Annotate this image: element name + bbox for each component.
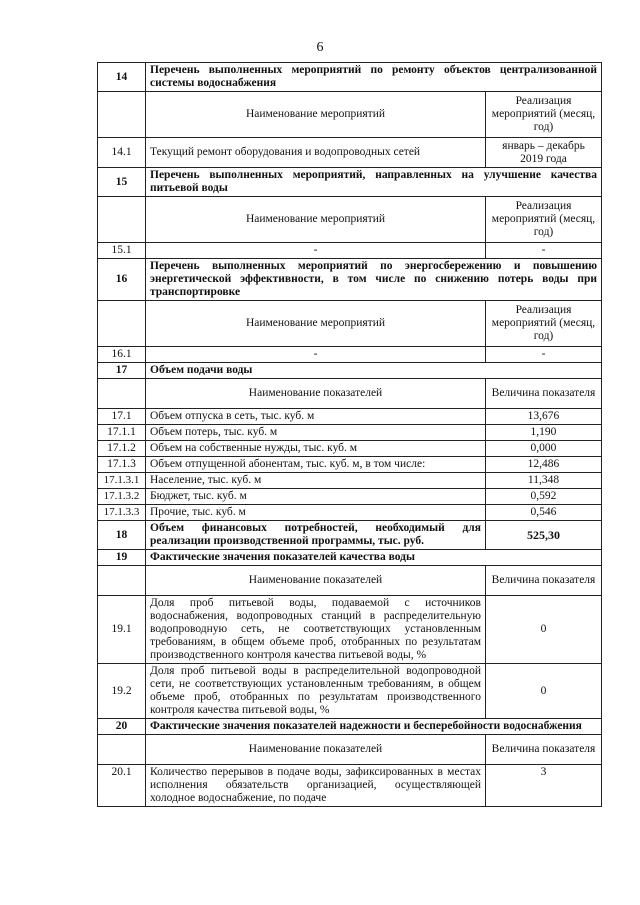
row-value: январь – декабрь 2019 года xyxy=(485,138,601,168)
empty-cell xyxy=(98,197,146,243)
row-number: 20.1 xyxy=(98,765,146,807)
section-20-header-row xyxy=(98,735,602,765)
row-value: 13,676 xyxy=(485,409,601,425)
section-number: 16 xyxy=(98,259,146,301)
row-value: 0,000 xyxy=(485,441,601,457)
section-number: 17 xyxy=(98,363,146,379)
section-title: Фактические значения показателей качества воды xyxy=(146,550,602,566)
section-title: Объем подачи воды xyxy=(146,363,602,379)
row-value: 1,190 xyxy=(485,425,601,441)
column-header-name: Наименование показателей xyxy=(146,379,486,409)
row-name: Количество перерывов в подаче воды, зафиксированных в местах исполнения обязательств организацией, осуществляющей холодное водоснабжение, по подаче xyxy=(146,765,486,807)
column-header-implementation: Реализация мероприятий (месяц, год) xyxy=(485,301,601,347)
row-number: 16.1 xyxy=(98,347,146,363)
row-number: 15.1 xyxy=(98,243,146,259)
row-value: 0,592 xyxy=(485,489,601,505)
row-name: Объем отпуска в сеть, тыс. куб. м xyxy=(146,409,486,425)
row-value: - xyxy=(485,243,601,259)
column-header-implementation: Реализация мероприятий (месяц, год) xyxy=(485,92,601,138)
row-name: - xyxy=(146,243,486,259)
section-number: 15 xyxy=(98,168,146,197)
section-14-header-row xyxy=(98,92,602,138)
row-name: - xyxy=(146,347,486,363)
table-row xyxy=(98,457,602,473)
table-row xyxy=(98,505,602,521)
row-value: 0 xyxy=(485,664,601,719)
row-name: Объем на собственные нужды, тыс. куб. м xyxy=(146,441,486,457)
document-table xyxy=(97,62,602,807)
row-name: Бюджет, тыс. куб. м xyxy=(146,489,486,505)
table-row xyxy=(98,425,602,441)
row-name: Объем отпущенной абонентам, тыс. куб. м, в том числе: xyxy=(146,457,486,473)
column-header-name: Наименование показателей xyxy=(146,566,486,596)
row-name: Объем потерь, тыс. куб. м xyxy=(146,425,486,441)
section-title: Перечень выполненных мероприятий по ремонту объектов централизованной системы водоснабжения xyxy=(146,63,602,92)
row-value: 12,486 xyxy=(485,457,601,473)
section-14-title-row xyxy=(98,63,602,92)
row-name: Текущий ремонт оборудования и водопроводных сетей xyxy=(146,138,486,168)
section-15-title-row xyxy=(98,168,602,197)
column-header-name: Наименование показателей xyxy=(146,735,486,765)
section-title: Объем финансовых потребностей, необходимый для реализации производственной программы, тыс. руб. xyxy=(146,521,486,550)
column-header-value: Величина показателя xyxy=(485,735,601,765)
row-value: 11,348 xyxy=(485,473,601,489)
table-row xyxy=(98,489,602,505)
section-title: Перечень выполненных мероприятий, направленных на улучшение качества питьевой воды xyxy=(146,168,602,197)
row-number: 17.1.2 xyxy=(98,441,146,457)
section-19-title-row xyxy=(98,550,602,566)
row-value: 3 xyxy=(485,765,601,807)
section-20-title-row xyxy=(98,719,602,735)
section-title: Фактические значения показателей надежности и бесперебойности водоснабжения xyxy=(146,719,602,735)
table-row xyxy=(98,441,602,457)
table-row xyxy=(98,409,602,425)
table-row xyxy=(98,664,602,719)
row-name: Прочие, тыс. куб. м xyxy=(146,505,486,521)
column-header-name: Наименование мероприятий xyxy=(146,197,486,243)
column-header-value: Величина показателя xyxy=(485,566,601,596)
row-number: 17.1.3.2 xyxy=(98,489,146,505)
row-number: 19.2 xyxy=(98,664,146,719)
row-value: 0,546 xyxy=(485,505,601,521)
row-value: 0 xyxy=(485,596,601,664)
column-header-implementation: Реализация мероприятий (месяц, год) xyxy=(485,197,601,243)
row-number: 19.1 xyxy=(98,596,146,664)
row-number: 17.1.3 xyxy=(98,457,146,473)
section-value: 525,30 xyxy=(485,521,601,550)
row-name: Население, тыс. куб. м xyxy=(146,473,486,489)
column-header-name: Наименование мероприятий xyxy=(146,301,486,347)
table-row xyxy=(98,473,602,489)
section-19-header-row xyxy=(98,566,602,596)
section-number: 18 xyxy=(98,521,146,550)
section-number: 14 xyxy=(98,63,146,92)
table-row xyxy=(98,347,602,363)
page-number: 6 xyxy=(316,40,324,55)
row-number: 14.1 xyxy=(98,138,146,168)
row-value: - xyxy=(485,347,601,363)
table-row xyxy=(98,765,602,807)
row-number: 17.1 xyxy=(98,409,146,425)
section-title: Перечень выполненных мероприятий по энергосбережению и повышению энергетической эффективности, в том числе по снижению потерь воды при транспортировке xyxy=(146,259,602,301)
row-number: 17.1.1 xyxy=(98,425,146,441)
column-header-value: Величина показателя xyxy=(485,379,601,409)
section-17-header-row xyxy=(98,379,602,409)
empty-cell xyxy=(98,301,146,347)
row-name: Доля проб питьевой воды, подаваемой с источников водоснабжения, водопроводных станций в распределительную водопроводную сеть, не соответствующих установленным требованиям, в общем объеме проб, отобранных по результатам производственного контроля качества питьевой воды, % xyxy=(146,596,486,664)
row-name: Доля проб питьевой воды в распределительной водопроводной сети, не соответствующих установленным требованиям, в общем объеме проб, отобранных по результатам производственного контроля качества питьевой воды, % xyxy=(146,664,486,719)
row-number: 17.1.3.3 xyxy=(98,505,146,521)
empty-cell xyxy=(98,92,146,138)
section-18-row xyxy=(98,521,602,550)
section-16-title-row xyxy=(98,259,602,301)
table-row xyxy=(98,243,602,259)
section-16-header-row xyxy=(98,301,602,347)
section-17-title-row xyxy=(98,363,602,379)
empty-cell xyxy=(98,735,146,765)
table-row xyxy=(98,596,602,664)
table-row xyxy=(98,138,602,168)
empty-cell xyxy=(98,379,146,409)
column-header-name: Наименование мероприятий xyxy=(146,92,486,138)
empty-cell xyxy=(98,566,146,596)
section-15-header-row xyxy=(98,197,602,243)
section-number: 20 xyxy=(98,719,146,735)
section-number: 19 xyxy=(98,550,146,566)
row-number: 17.1.3.1 xyxy=(98,473,146,489)
